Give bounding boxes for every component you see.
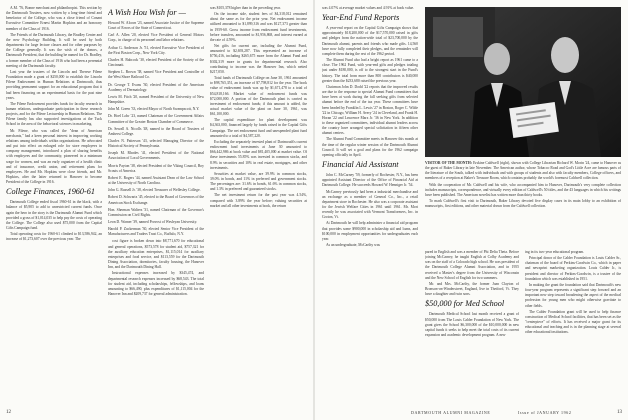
paragraph: Excluding the separately invested plant of Dartmouth's current endowment fund investments at June 30 amounted to $66,442,986 at book value and $81,405,000 at market value. Of these investments 55.85% was invested in common stocks, and 8.9% in securities and 10% in real estate, mortgages, and other investments. bbox=[210, 139, 307, 170]
wish-entry: Charles H. Babcock '30, elected President of the Society of the Cincinnati. bbox=[108, 57, 204, 68]
paragraph: was 4.07% at average market values and 4.91% at book value. bbox=[322, 6, 415, 10]
wish-entry: Dr. George T. Evans '30, elected President of the American Academy of Dermatology. bbox=[108, 82, 204, 92]
right-page bbox=[315, 0, 628, 420]
left-column-3 bbox=[210, 6, 307, 411]
section-heading-med-school: $50,000 for Med School bbox=[425, 299, 505, 309]
wish-entry: Dr. Sewall A. Nicolls '48, named to the Board of Trustees of Amherst College. bbox=[108, 126, 204, 136]
paragraph: McCarney previously had been a industrial merchandise and an exchange as a member of General Co., Inc., a retail department store in Rochester. He also was a corporate assistant for the Jewish Welfare Cities in 1961 until 1961. Mr. Mort recently he was associated with Vermont Transformers, Inc. in Groton, Vt. bbox=[322, 189, 418, 220]
paragraph: pared in English and was a member of Phi Delta Theta. Before joining McCarney, he taught English at Colby Academy and was on the staff of a Colorado high school. He was president of the Dartmouth College Alumni Association, and in 1955 received a Master's degree from the University of Wisconsin and the New School of English for two summers. bbox=[425, 250, 519, 280]
paragraph: The Filene Endowment provides funds for faculty research in human relations, undergraduate participation in these research projects, and for the Filene Lectureship in Human Relations. The Filene family has also supported investigations at the Tuck School in the area of the behavioral sciences in marketing. bbox=[6, 101, 102, 127]
photo-caption bbox=[425, 161, 621, 247]
caption-text: Erskine Caldwell (right), shown with College Librarian Richard W. Morin '24, came to Hanover as the guest of Baker Library in late November. The American author, whose Tobacco Road and God's Little Acre are famous parts of the literature of the South, talked with individuals and with groups of students and also with faculty members, College officers, and members of a reception at Baker's Treasure Room, which contains probably the world's foremost Caldwell collection. bbox=[425, 161, 621, 181]
section-heading-wish: A Wish Hou Wish for — bbox=[108, 8, 186, 17]
wish-entry: Carl A. Allen '20, elected Vice President of General Motors Corp., in charge of its personnel and labor relations. bbox=[108, 33, 204, 43]
paragraph: John C. McCarney '59, formerly of Rochester, N.Y., has been appointed Assistant Director of the Office of Financial Aid at Dartmouth College. He succeeds Howard W. Henniger Jr. '54. bbox=[322, 173, 418, 188]
page-number-left: 12 bbox=[6, 410, 11, 415]
paragraph: The Alumni Fund Committee meets in Hanover this month at the time of the regular winter session of the Dartmouth Alumni Council. It will set a goal and plans for the 1962 campaign opening officially in April. bbox=[322, 137, 418, 157]
paragraph: Principal donor of the Calder Foundation is Louis Calder Sr., chairman of the board of Perkins-Goodwin Co., which in paper and newsprint marketing organization. Louis Calder Jr., is president and director of Perkins-Goodwin, is a trustee of the foundation which was established in 1951. bbox=[525, 256, 621, 281]
paragraph: In making the grant the foundation said that Dartmouth's new four-year program represents a significant step forward and an important new step toward broadening the aspect of the medical profession for young men who might otherwise gravitate to other fields. bbox=[525, 282, 621, 308]
paragraph: Dartmouth Medical School last month received a grant of $50,000 from The Louis Calder Foundation of New York. The grant gives the School $6,300,000 of the $10,000,000 in new capital funds it seeks to help meet the total costs of its current expansion and academic development program. A new bbox=[425, 312, 519, 338]
wish-entry: Robert D. Schwartz '45, elected to the Board of Governors of the American Stock Exchange. bbox=[108, 195, 204, 205]
paragraph: Total operating costs for 1960-61 climbed to $13,586,942, an increase of $1,273,607 over the previous year. The bbox=[6, 232, 102, 242]
wish-list bbox=[108, 21, 204, 237]
left-column-1 bbox=[6, 6, 102, 411]
right-column-1 bbox=[322, 6, 418, 411]
photo-caldwell-visit bbox=[425, 7, 621, 157]
paragraph: Last year the trustees of the Lincoln and Therese Filene Foundation made a grant of $250,000 to establish the Lincoln Filene Endowment in Human Relations at Dartmouth, thus providing permanent support for an educational program that it had been financing on an experimental basis for the past nine years. bbox=[6, 69, 102, 100]
wish-entry: Morris Payton '38, elected President of the Viking Council, Boy Scouts of America. bbox=[108, 163, 204, 173]
wish-entry: John M. Green '33, elected Mayor of North Swampscott, N.Y. bbox=[108, 107, 200, 112]
caption-paragraph bbox=[425, 161, 621, 182]
paragraph: As an undergraduate, McCarthy was bbox=[326, 243, 380, 248]
wish-entry: Robert E. Rogers '44, named Assistant Dean of the Law School at the University of North Carolina. bbox=[108, 175, 204, 186]
paragraph: Instructional expenses increased by $345,474, and departmental research expenses increased by $68,543. The total for student aid, including scholarships, fellowships, and loans amounting to $66,490, plus expenditures of $1,115,004 for the Hanover Inn and $209,737 for general administration. bbox=[108, 271, 204, 297]
photo-image bbox=[425, 7, 621, 157]
paragraph: Dartmouth College ended fiscal 1960-61 in the black, with a balance of $5,905 to add to unrestricted current funds. Once again the hero in the story is the Dartmouth Alumni Fund which provided a gross of $1,014,035 to help pay the costs of operating the College. The College also used $75,000 from the Capital Gifts Campaign fund. bbox=[6, 200, 102, 231]
issue-line: Issue of JANUARY 1962 bbox=[518, 410, 572, 415]
right-column-3 bbox=[525, 250, 621, 410]
paragraph: The capital expenditure for plant development was $4,363,000, financed largely by funds raised in the Capital Gifts Campaign. The net endowment fund and unexpended plant fund amounted to a total of $4,587,220. bbox=[210, 118, 307, 138]
wish-entry: Arthur G. Anderson Jr. '51, elected Executive Vice President of the First Boston Corp., New York City. bbox=[108, 45, 204, 55]
wish-entry: Howard W. Alcorn '23, named Associate Justice of the Supreme Court of Errors of the State of Connecticut. bbox=[108, 21, 204, 31]
paragraph: The net investment return for the past year was 4.54%, compared with 3.89% the year before; valuing securities at market and all other investments at book, the return bbox=[210, 193, 307, 208]
wish-entry: Hon. Sherman Walters '31, named Chairman of the Governor's Commission on Civil Rights. bbox=[108, 207, 204, 217]
paragraph: was $105,378 higher than in the preceding year. bbox=[210, 6, 281, 10]
paragraph: cost figure is broken down into $8,771,670 for educational and general operations, $573,578 for student aid, $757,321 for the auxiliary education enterprises, $1,115,014 for auxiliary enterprises and food service, and $113,559 for the Dartmouth Dining Association, dormitories, faculty housing, the Hanover Inn, and the Dartmouth Dining Hall. bbox=[108, 239, 204, 270]
paragraph: At Dartmouth he will help administer a financial aid program that provides some $900,000 in scholarship aid and loans, and $100,000 in employment opportunities for undergraduates each year. bbox=[322, 221, 418, 241]
caption-lead: VISITOR OF THE MONTH: bbox=[425, 161, 473, 165]
paragraph: Chairman John D. Dodd '22 reports that the improved results are due to the response to special Alumni Fund committees that have been at work during the fall seeking gifts from selected alumni before the end of the tax year. These committees have been headed by Franklin L. Lewis '27 in Boston, Roger C. Wilde '22 in Chicago, William H. Avery '24 in Cleveland, and Frank H. Horan '22 and Lawrence Marx Jr. '36 in New York. In addition to these organized committees, individual alumni leaders across the country have arranged special solicitation in fifteen other alumni centers. bbox=[322, 84, 418, 136]
paragraph: The Calder Foundation grant will be used to help finance construction of Medical School facilities, that has been set as the "centerpiece" of efforts. It has received a major grant for its educational and teaching and is in the planning stage at several other educational institutions. bbox=[525, 309, 621, 335]
left-column-2 bbox=[108, 6, 204, 411]
paragraph: The Alumni Fund also had a bright report as 1961 came to a close. The 1962 Fund, with year-end gifts and pledges totaling just under $180,000, is off to the strongest start in the Fund's history. The total from more than 800 contributors is $40,000 greater than the $233,680 raised the previous year. bbox=[322, 58, 418, 83]
wish-entry: Leon D. Warner '39, named Provost of Wesleyan University. bbox=[108, 220, 198, 224]
paragraph: ing in its two-year educational program. bbox=[525, 250, 585, 254]
wish-entry: Charles N. Patterson '43, selected Managing Director of the Historical Society of Pennsylvania. bbox=[108, 138, 204, 149]
paragraph: Net gifts for current use, including the Alumni Fund, amounted to $2,693,287. This represented an increase of $756,416, including $265,675 more from the Alumni Fund and $302,319 more in grants for departmental research. Also contributing to income was the Hanover Inn, which netted $217,050. bbox=[210, 44, 307, 74]
wish-entry: Dr. Hoel Lohr '23, named Chairman of the Government Affairs Committee of the Greater Boston Chamber of Commerce. bbox=[108, 114, 204, 124]
paragraph: Securities at market value, are 39.9% in common stocks, 39.0% in bonds, and 11% in preferred and government stocks. The percentages are: 31.6% in bonds, 61.6% in common stocks, and 1.3% in preferred and guaranteed stocks. bbox=[210, 171, 307, 192]
paragraph: Mr. and Mrs. McCarthy, the former Joan Clayton of Bronson-on-Winderstreet, England, live in Thetford, Vt. They have a daughter and twin sons. bbox=[425, 281, 519, 297]
wish-entry: Harold P. Zuckerman '30, elected Senior Vice President of the Manufacturers and Traders Trust Co., Buffalo, N.Y. bbox=[108, 227, 204, 237]
paragraph: Mr. Filene, who was called the "dean of American merchants," had a keen personal interest in improving working relations among individuals within organizations. He advocated and put into effect an enlarged role for store employees in company management, introduced a plan of sharing benefits with employees and the community, pioneered in a minimum wage for women, and was an early organizer of a health clinic and of insurance, credit union, and retirement plans for employees. He and Mr. Hopkins were close friends, and Mr. Hopkins, after the latter returned to Hanover to become President of the College in 1916. bbox=[6, 128, 102, 185]
paragraph: On the income side, student fees of $4,318,012 remained about the same as for the prior year. Net endowment income utilized amounted to $1,899,316 and was $127,373 greater than in 1959-60. Gross income from endowment fund investments, before transfers, amounted to $1,956,868, and interest earned at the rate of 4.59%. bbox=[210, 12, 307, 42]
paragraph: Total funds of Dartmouth College on June 30, 1961 amounted to $98,765,351, an increase of $7,798,812 for the year. The book value of endowment funds was up by $1,671,478 to a total of $54,818,166. Market value of endowment funds was $72,000,000. A portion of the Dartmouth plant is carried as investment of endowment funds; if this amount is added, the actual market value of the plant on June 30, 1961, was $61,100,000. bbox=[210, 76, 307, 117]
wish-entry: Lewis M. Fitch '20, named President of the University of New Hampshire. bbox=[108, 94, 204, 105]
right-column-2 bbox=[425, 250, 519, 410]
page-number-right: 13 bbox=[617, 410, 622, 415]
section-heading-financial-aid: Financial Aid Assistant bbox=[322, 160, 399, 170]
paragraph: A.M. '76, Bonne merchant and philanthropist. This section by the Dartmouth Trustees, now written by a long-time friend and benefactor of the College, who was a close friend of Conant Executive Committee Ernest Martin Hopkins and an honorary member of the Class of 1916. bbox=[6, 6, 102, 31]
caption-paragraph: With the cooperation of Mr. Caldwell and his wife, who accompanied him to Hanover, Dartmouth's very complete collection includes manuscripts, correspondence, and virtually every edition of Caldwell's 50 titles, and the 43 languages in which his writings have been published. The American novelist has written more than thirty books. bbox=[425, 182, 621, 197]
paragraph: A year-end report on the Capital Gifts Campaign shows that approximately $18,200,000 of the $17,570,000 raised in gifts and pledges from the nation-wide total of $23,700,000 by the Dartmouth alumni, parents and friends who made gifts. 14,560 have now fully completed their pledges, and the remainder will complete them during the rest of the 1962 period. bbox=[322, 26, 418, 56]
left-page bbox=[0, 0, 313, 420]
caption-paragraph: To mark Caldwell's first visit to Dartmouth, Baker Library devoted five display cases in its main lobby to an exhibition of manuscripts, first editions, and other material drawn from the Caldwell collection. bbox=[425, 199, 621, 209]
wish-entry: John G. Russell Jr. '38, elected Treasurer of Wellesley College. bbox=[108, 188, 201, 193]
wish-entry: Joseph M. Rhodes '41, elected President of the National Association of Local Governments. bbox=[108, 151, 204, 161]
running-foot: DARTMOUTH ALUMNI MAGAZINE bbox=[411, 410, 491, 415]
paragraph: The Friends of the Dartmouth Library, the Bradley Center and the new Psychology Building. It will be used by both departments for large lecture classes and for other purposes by the College generally. It was the wish of the donors, a Dartmouth President, that the building be named for Dr. Bradley, a former member of the Class of 1916 who had been a perennial meeting of the Dartmouth faculty. bbox=[6, 32, 102, 68]
section-heading-college-finances: College Finances, 1960-61 bbox=[6, 187, 95, 197]
wish-entry: Stephen L. Brown '38, named Vice President and Controller of the West Shore Railroad Co. bbox=[108, 70, 204, 80]
section-heading-year-end: Year-End Fund Reports bbox=[322, 13, 400, 23]
